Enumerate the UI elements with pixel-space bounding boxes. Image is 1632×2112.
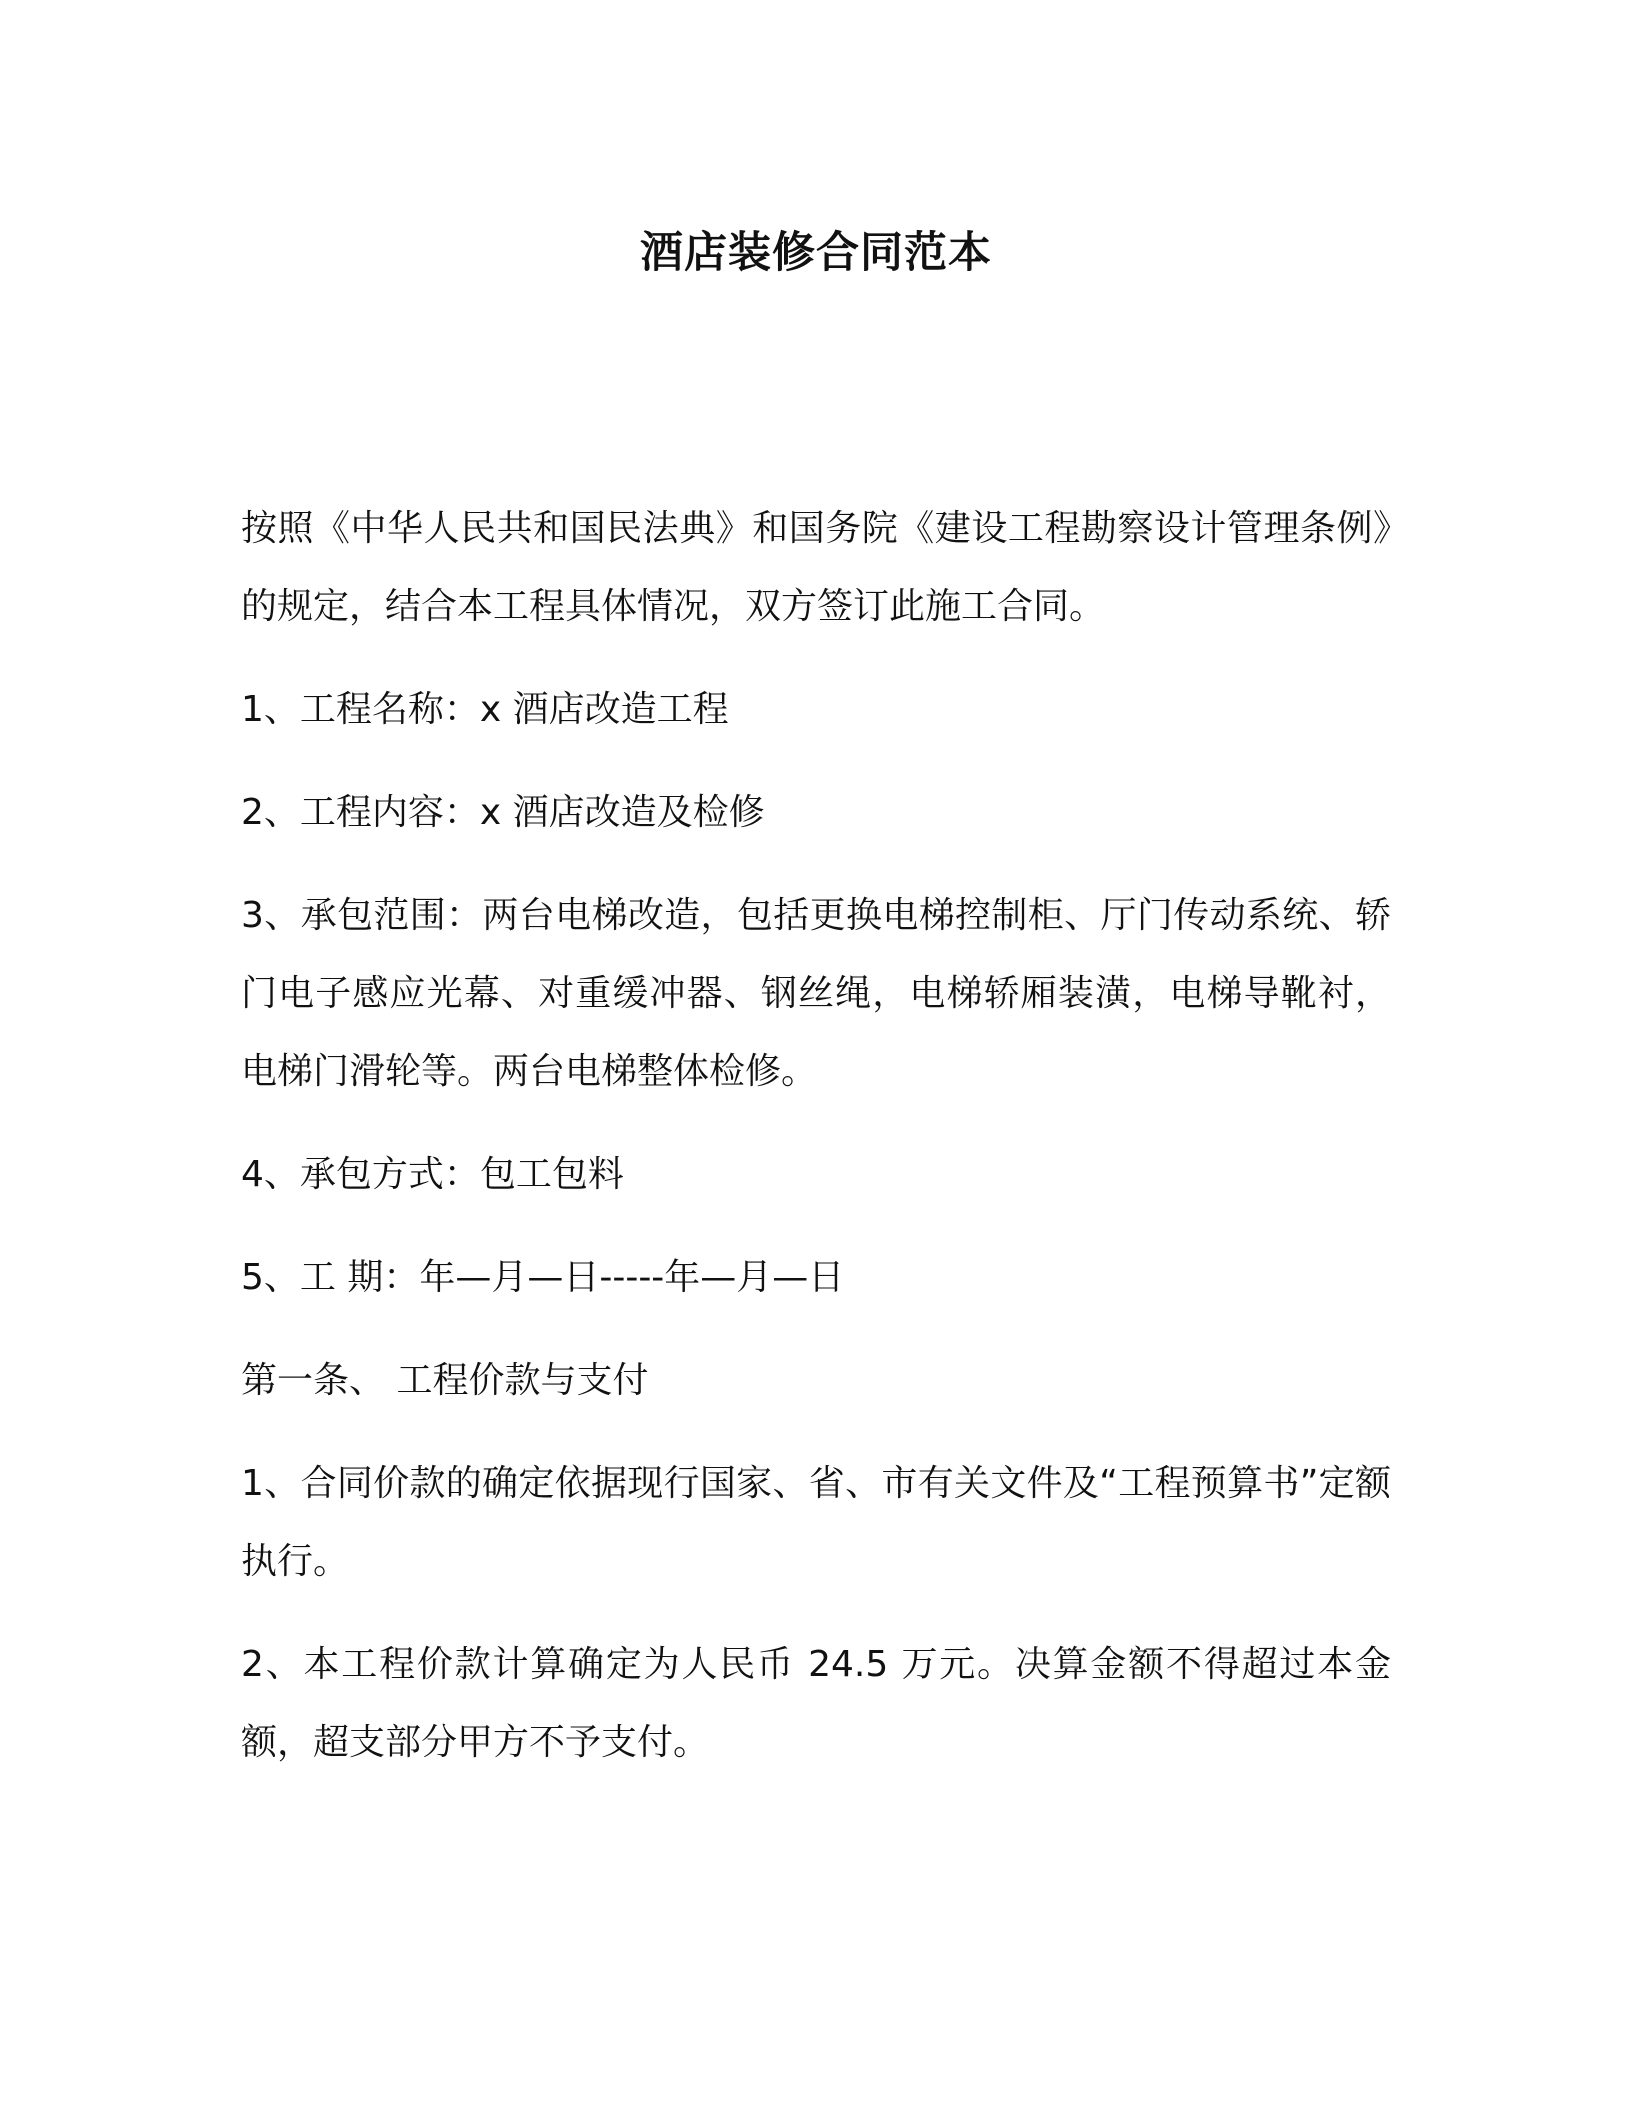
- price-basis-item: 1、合同价款的确定依据现行国家、省、市有关文件及“工程预算书”定额执行。: [241, 1463, 1391, 1582]
- article-one-heading: 第一条、 工程价款与支付: [241, 1360, 649, 1401]
- contract-scope-item: 3、承包范围：两台电梯改造，包括更换电梯控制柜、厅门传动系统、轿门电子感应光幕、对重缓冲器、钢丝绳，电梯轿厢装潢，电梯导靴衬，电梯门滑轮等。两台电梯整体检修。: [241, 895, 1391, 1092]
- project-content-item: 2、工程内容：x 酒店改造及检修: [241, 792, 765, 833]
- contract-method-item: 4、承包方式：包工包料: [241, 1154, 624, 1195]
- construction-period-item: 5、工 期：年—月—日-----年—月—日: [241, 1257, 845, 1298]
- document-title: 酒店装修合同范本: [640, 228, 992, 278]
- price-amount-item: 2、本工程价款计算确定为人民币 24.5 万元。决算金额不得超过本金额，超支部分甲方不予支付。: [241, 1644, 1391, 1763]
- project-name-item: 1、工程名称：x 酒店改造工程: [241, 689, 729, 730]
- document-body: [241, 490, 1391, 1782]
- intro-paragraph: 按照《中华人民共和国民法典》和国务院《建设工程勘察设计管理条例》的规定，结合本工程具体情况，双方签订此施工合同。: [241, 508, 1391, 627]
